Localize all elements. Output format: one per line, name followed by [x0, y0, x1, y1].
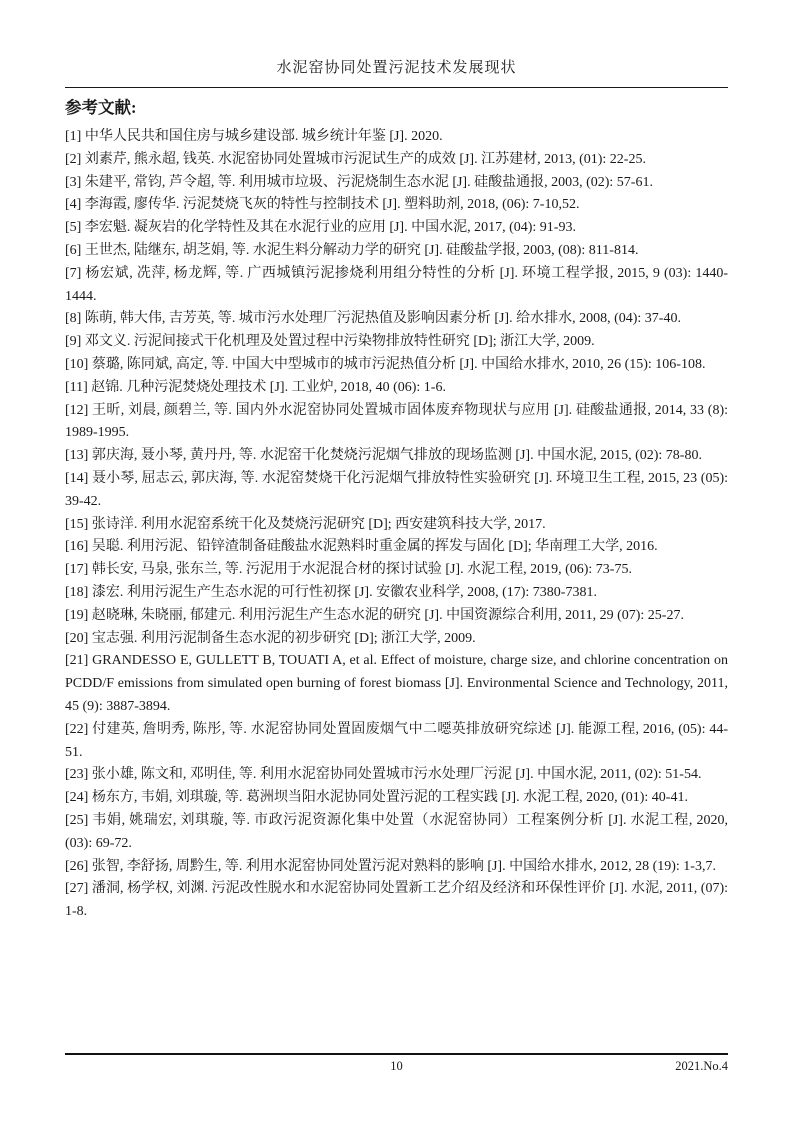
reference-item: [23] 张小雄, 陈文和, 邓明佳, 等. 利用水泥窑协同处置城市污水处理厂污泥 [J]. 中国水泥, 2011, (02): 51-54.: [65, 767, 702, 783]
reference-item: [11] 赵锦. 几种污泥焚烧处理技术 [J]. 工业炉, 2018, 40 (06): 1-6.: [65, 379, 446, 395]
reference-item: [9] 邓文义. 污泥间接式干化机理及处置过程中污染物排放特性研究 [D]; 浙江大学, 2009.: [65, 334, 595, 350]
reference-item: [18] 漆宏. 利用污泥生产生态水泥的可行性初探 [J]. 安徽农业科学, 2008, (17): 7380-7381.: [65, 584, 597, 600]
references-heading: 参考文献:: [65, 98, 137, 117]
reference-item: [10] 蔡璐, 陈同斌, 高定, 等. 中国大中型城市的城市污泥热值分析 [J]. 中国给水排水, 2010, 26 (15): 106-108.: [65, 356, 706, 372]
reference-item: [26] 张智, 李舒扬, 周黔生, 等. 利用水泥窑协同处置污泥对熟料的影响 [J]. 中国给水排水, 2012, 28 (19): 1-3,7.: [65, 858, 716, 874]
reference-list: [65, 126, 728, 924]
reference-item: [13] 郭庆海, 聂小琴, 黄丹丹, 等. 水泥窑干化焚烧污泥烟气排放的现场监测 [J]. 中国水泥, 2015, (02): 78-80.: [65, 448, 702, 464]
reference-item: [22] 付建英, 詹明秀, 陈彤, 等. 水泥窑协同处置固废烟气中二噁英排放研究综述 [J]. 能源工程, 2016, (05): 44-51.: [65, 721, 728, 760]
reference-item: [12] 王昕, 刘晨, 颜碧兰, 等. 国内外水泥窑协同处置城市固体废弃物现状与应用 [J]. 硅酸盐通报, 2014, 33 (8): 1989-1995.: [65, 402, 728, 441]
reference-item: [2] 刘素芹, 熊永超, 钱英. 水泥窑协同处置城市污泥试生产的成效 [J]. 江苏建材, 2013, (01): 22-25.: [65, 151, 646, 167]
reference-item: [17] 韩长安, 马泉, 张东兰, 等. 污泥用于水泥混合材的探讨试验 [J]. 水泥工程, 2019, (06): 73-75.: [65, 562, 632, 578]
page-number: 10: [390, 1059, 403, 1073]
reference-item: [25] 韦娟, 姚瑞宏, 刘琪璇, 等. 市政污泥资源化集中处置（水泥窑协同）工程案例分析 [J]. 水泥工程, 2020, (03): 69-72.: [65, 812, 728, 851]
reference-item: [24] 杨东方, 韦娟, 刘琪璇, 等. 葛洲坝当阳水泥协同处置污泥的工程实践 [J]. 水泥工程, 2020, (01): 40-41.: [65, 790, 688, 806]
page-content: [65, 58, 728, 924]
reference-item: [20] 宝志强. 利用污泥制备生态水泥的初步研究 [D]; 浙江大学, 2009.: [65, 630, 476, 646]
reference-item: [16] 吴聪. 利用污泥、铅锌渣制备硅酸盐水泥熟料时重金属的挥发与固化 [D]; 华南理工大学, 2016.: [65, 539, 658, 555]
reference-item: [1] 中华人民共和国住房与城乡建设部. 城乡统计年鉴 [J]. 2020.: [65, 129, 443, 144]
reference-item: [3] 朱建平, 常钧, 芦令超, 等. 利用城市垃圾、污泥烧制生态水泥 [J]. 硅酸盐通报, 2003, (02): 57-61.: [65, 174, 653, 190]
reference-item: [5] 李宏魁. 凝灰岩的化学特性及其在水泥行业的应用 [J]. 中国水泥, 2017, (04): 91-93.: [65, 220, 576, 236]
running-head-title: 水泥窑协同处置污泥技术发展现状: [65, 58, 728, 88]
reference-item: [27] 潘洞, 杨学权, 刘渊. 污泥改性脱水和水泥窑协同处置新工艺介绍及经济和环保性评价 [J]. 水泥, 2011, (07): 1-8.: [65, 881, 728, 920]
reference-item: [21] GRANDESSO E, GULLETT B, TOUATI A, et al. Effect of moisture, charge size, and chlorine concentration on PCDD/F emissions from simulated open burning of forest biomass [J]. Environmental Science and Technology, 2011, 45 (9): 3887-3894.: [65, 653, 728, 714]
reference-item: [4] 李海霞, 廖传华. 污泥焚烧飞灰的特性与控制技术 [J]. 塑料助剂, 2018, (06): 7-10,52.: [65, 197, 580, 213]
reference-item: [14] 聂小琴, 屈志云, 郭庆海, 等. 水泥窑焚烧干化污泥烟气排放特性实验研究 [J]. 环境卫生工程, 2015, 23 (05): 39-42.: [65, 470, 728, 509]
reference-item: [19] 赵晓琳, 朱晓丽, 郁建元. 利用污泥生产生态水泥的研究 [J]. 中国资源综合利用, 2011, 29 (07): 25-27.: [65, 607, 684, 623]
reference-item: [8] 陈萌, 韩大伟, 吉芳英, 等. 城市污水处理厂污泥热值及影响因素分析 [J]. 给水排水, 2008, (04): 37-40.: [65, 311, 681, 327]
issue-number: 2021.No.4: [675, 1059, 728, 1073]
reference-item: [6] 王世杰, 陆继东, 胡芝娟, 等. 水泥生料分解动力学的研究 [J]. 硅酸盐学报, 2003, (08): 811-814.: [65, 242, 639, 258]
page-header: [65, 58, 728, 88]
reference-item: [7] 杨宏斌, 冼萍, 杨龙辉, 等. 广西城镇污泥掺烧利用组分特性的分析 [J]. 环境工程学报, 2015, 9 (03): 1440-1444.: [65, 265, 728, 304]
reference-item: [15] 张诗洋. 利用水泥窑系统干化及焚烧污泥研究 [D]; 西安建筑科技大学, 2017.: [65, 516, 546, 532]
page-footer: [65, 1053, 728, 1074]
